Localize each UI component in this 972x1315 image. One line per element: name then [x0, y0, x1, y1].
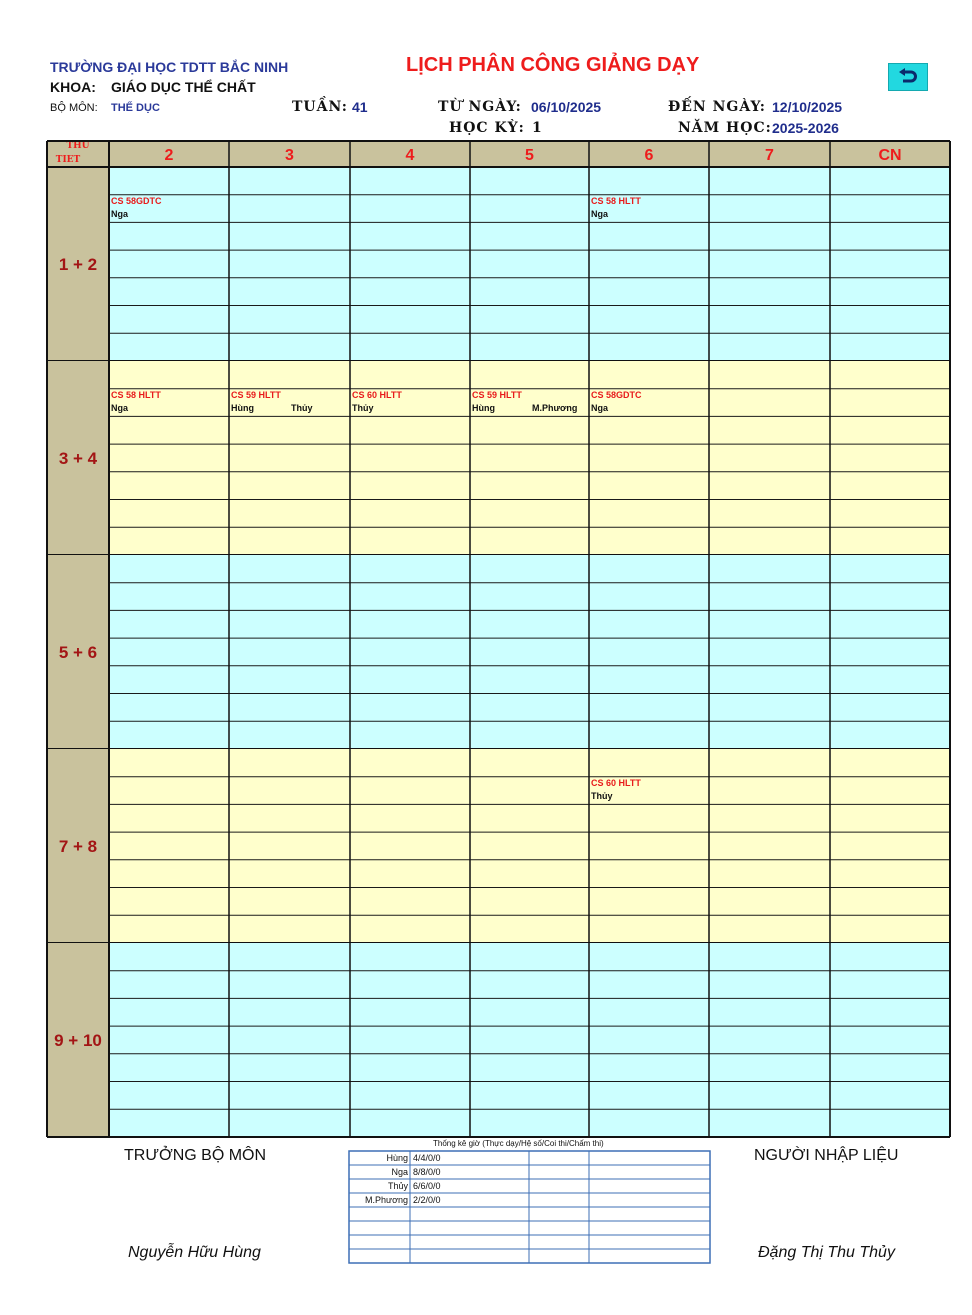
day-header-6: 6: [644, 147, 654, 164]
day-header-CN: CN: [878, 147, 902, 164]
stats-value: 6/6/0/0: [413, 1181, 441, 1191]
grid-header-bg: [47, 141, 950, 167]
period-label: 9 + 10: [54, 1031, 102, 1050]
stats-title: Thống kê giờ (Thực dạy/Hệ số/Coi thi/Chấm thi): [433, 1139, 604, 1148]
tungay-value: 06/10/2025: [531, 99, 602, 115]
day-header-4: 4: [405, 147, 415, 164]
right-signature-name: Đặng Thị Thu Thủy: [758, 1244, 895, 1261]
left-signature-name: Nguyễn Hữu Hùng: [128, 1244, 261, 1261]
period-label: 3 + 4: [58, 449, 98, 468]
stats-value: 4/4/0/0: [413, 1153, 441, 1163]
stats-name: Nga: [391, 1167, 408, 1177]
denngay-label: ĐẾN NGÀY:: [668, 99, 766, 115]
entry-class[interactable]: CS 58 HLTT: [591, 196, 641, 207]
entry-class[interactable]: CS 60 HLTT: [591, 778, 641, 789]
entry-teacher-2: M.Phương: [532, 403, 578, 414]
tuan-label: TUẦN:: [292, 99, 348, 115]
period-label: 5 + 6: [58, 643, 98, 662]
entry-class[interactable]: CS 58 HLTT: [111, 390, 161, 401]
entry-teacher: Nga: [591, 209, 609, 220]
stats-value: 2/2/0/0: [413, 1195, 441, 1205]
entry-class[interactable]: CS 59 HLTT: [472, 390, 522, 401]
entry-class[interactable]: CS 59 HLTT: [231, 390, 281, 401]
hocky-value: 1: [532, 120, 543, 136]
period-block-bg: [109, 167, 950, 361]
namhoc-value: 2025-2026: [772, 120, 839, 136]
tuan-value: 41: [352, 99, 368, 115]
period-block-bg: [109, 943, 950, 1137]
khoa-value: GIÁO DỤC THỂ CHẤT: [111, 79, 256, 95]
corner-thu: THU: [66, 141, 90, 151]
entry-teacher: Hùng: [231, 403, 254, 414]
stats-name: M.Phương: [365, 1195, 408, 1205]
left-signature-title: TRƯỞNG BỘ MÔN: [124, 1147, 267, 1164]
right-signature-title: NGƯỜI NHẬP LIỆU: [754, 1147, 899, 1164]
school-name: TRƯỜNG ĐẠI HỌC TDTT BẮC NINH: [50, 59, 289, 75]
period-block-bg: [109, 749, 950, 943]
entry-teacher-2: Thủy: [291, 403, 313, 414]
bomon-value: THỂ DỤC: [111, 102, 160, 114]
entry-class[interactable]: CS 58GDTC: [591, 390, 642, 401]
page-title: LỊCH PHÂN CÔNG GIẢNG DẠY: [406, 54, 700, 76]
entry-teacher: Thủy: [352, 403, 374, 414]
period-label: 1 + 2: [58, 255, 98, 274]
denngay-value: 12/10/2025: [772, 99, 843, 115]
period-label: 7 + 8: [58, 837, 98, 856]
entry-teacher: Nga: [111, 209, 129, 220]
stats-name: Thủy: [387, 1181, 408, 1191]
entry-teacher: Thủy: [591, 791, 613, 802]
bomon-label: BỘ MÔN:: [50, 102, 98, 114]
day-header-2: 2: [164, 147, 174, 164]
period-block-bg: [109, 555, 950, 749]
tungay-label: TỪ NGÀY:: [438, 99, 522, 115]
entry-class[interactable]: CS 58GDTC: [111, 196, 162, 207]
namhoc-label: NĂM HỌC:: [678, 120, 772, 136]
day-header-3: 3: [285, 147, 294, 164]
corner-tiet: TIET: [55, 155, 81, 165]
entry-class[interactable]: CS 60 HLTT: [352, 390, 402, 401]
hocky-label: HỌC KỲ:: [449, 120, 525, 136]
entry-teacher: Nga: [111, 403, 129, 414]
stats-value: 8/8/0/0: [413, 1167, 441, 1177]
entry-teacher: Nga: [591, 403, 609, 414]
stats-name: Hùng: [386, 1153, 408, 1163]
day-header-5: 5: [525, 147, 534, 164]
day-header-7: 7: [765, 147, 774, 164]
khoa-label: KHOA:: [50, 79, 96, 95]
entry-teacher: Hùng: [472, 403, 495, 414]
